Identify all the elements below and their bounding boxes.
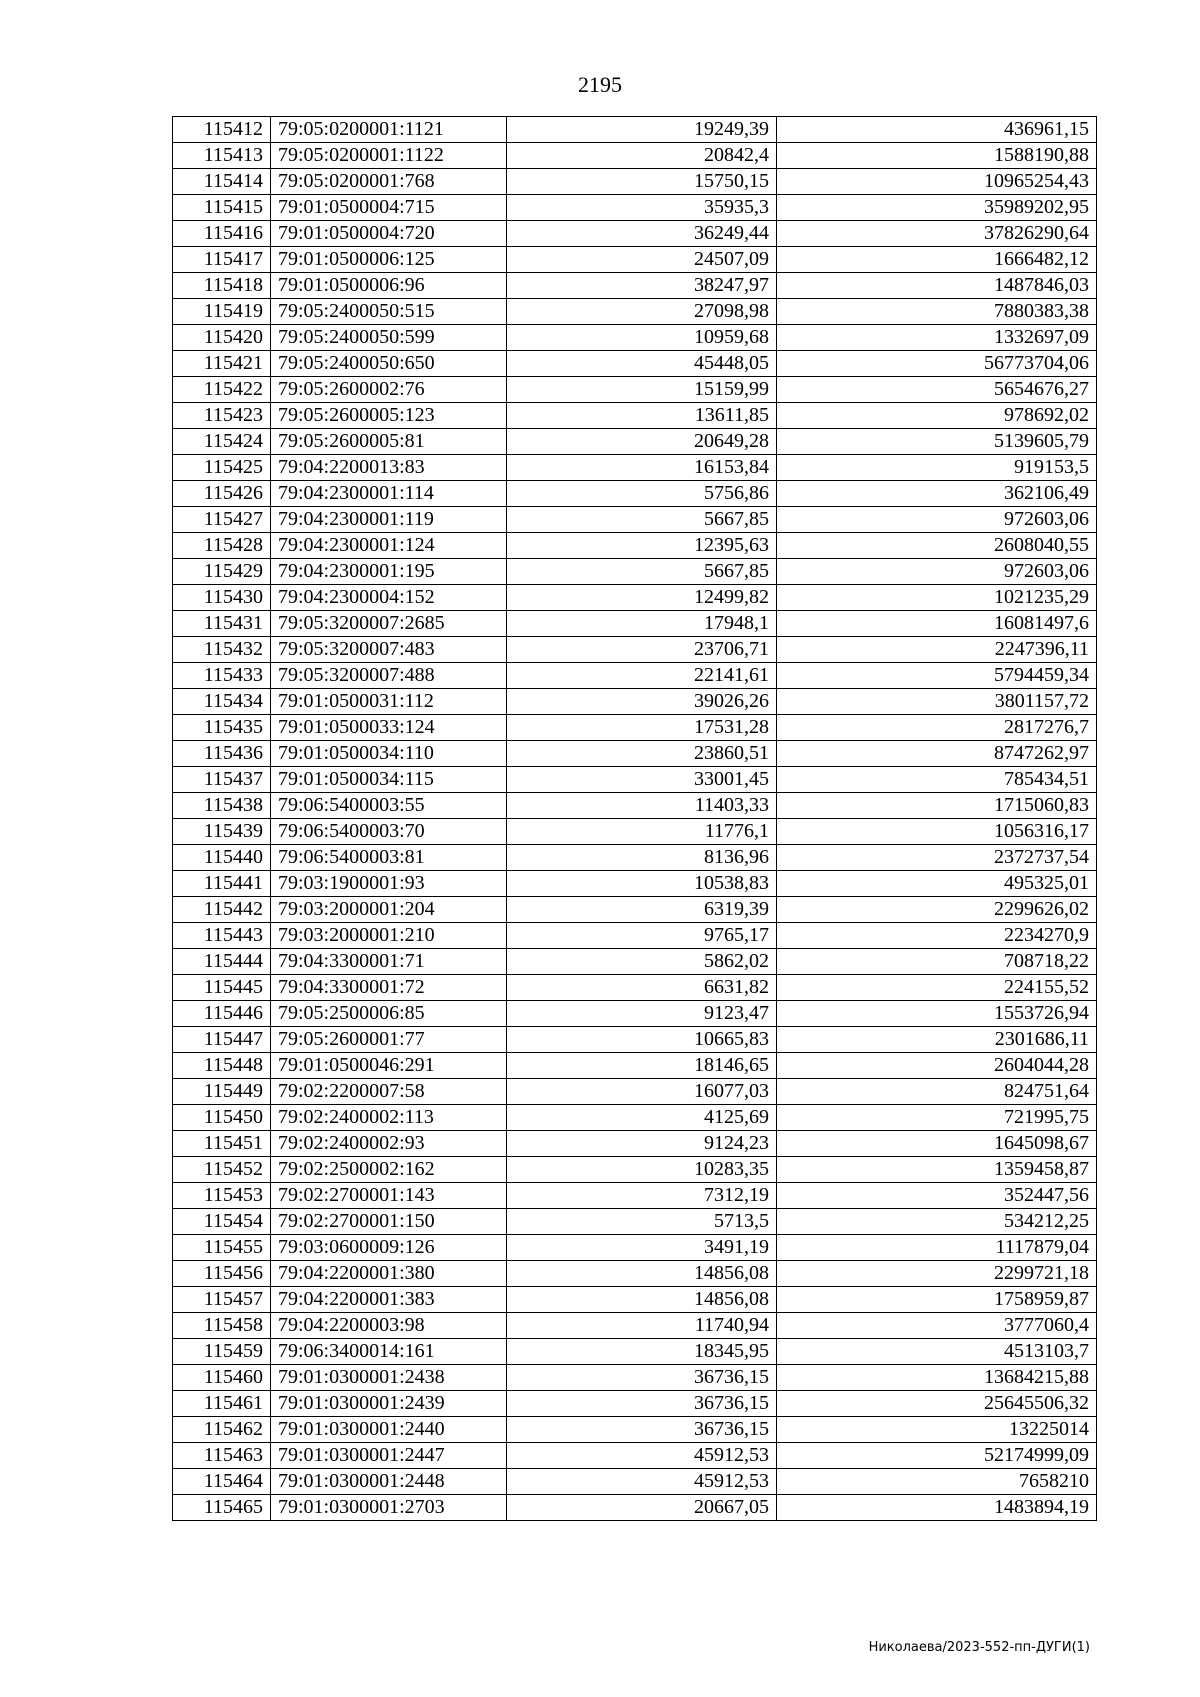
row-number-cell: 115464 [173,1469,271,1495]
table-row [173,1495,1097,1521]
cadastral-number-cell: 79:04:3300001:71 [271,949,507,975]
cadastral-value-cell: 1487846,03 [777,273,1097,299]
area-cell: 4125,69 [507,1105,777,1131]
area-cell: 6319,39 [507,897,777,923]
area-cell: 11403,33 [507,793,777,819]
cadastral-number-cell: 79:04:2200003:98 [271,1313,507,1339]
cadastral-number-cell: 79:01:0500004:720 [271,221,507,247]
cadastral-value-cell: 436961,15 [777,117,1097,143]
cadastral-number-cell: 79:01:0500031:112 [271,689,507,715]
cadastral-value-cell: 1553726,94 [777,1001,1097,1027]
table-row [173,1261,1097,1287]
row-number-cell: 115436 [173,741,271,767]
cadastral-number-cell: 79:05:2600002:76 [271,377,507,403]
table-row [173,299,1097,325]
area-cell: 45912,53 [507,1443,777,1469]
cadastral-number-cell: 79:01:0500033:124 [271,715,507,741]
area-cell: 15750,15 [507,169,777,195]
table-row [173,1443,1097,1469]
row-number-cell: 115457 [173,1287,271,1313]
area-cell: 19249,39 [507,117,777,143]
cadastral-value-cell: 13684215,88 [777,1365,1097,1391]
area-cell: 17948,1 [507,611,777,637]
cadastral-value-cell: 3777060,4 [777,1313,1097,1339]
row-number-cell: 115424 [173,429,271,455]
table-row [173,1287,1097,1313]
cadastral-number-cell: 79:03:2000001:210 [271,923,507,949]
cadastral-value-cell: 4513103,7 [777,1339,1097,1365]
cadastral-value-cell: 1021235,29 [777,585,1097,611]
cadastral-number-cell: 79:01:0500034:110 [271,741,507,767]
area-cell: 13611,85 [507,403,777,429]
row-number-cell: 115423 [173,403,271,429]
table-row [173,1365,1097,1391]
cadastral-value-cell: 785434,51 [777,767,1097,793]
table-row [173,715,1097,741]
area-cell: 10283,35 [507,1157,777,1183]
area-cell: 9124,23 [507,1131,777,1157]
cadastral-value-cell: 56773704,06 [777,351,1097,377]
area-cell: 20667,05 [507,1495,777,1521]
cadastral-value-cell: 37826290,64 [777,221,1097,247]
cadastral-value-cell: 5139605,79 [777,429,1097,455]
cadastral-value-cell: 972603,06 [777,507,1097,533]
row-number-cell: 115456 [173,1261,271,1287]
cadastral-number-cell: 79:05:2400050:599 [271,325,507,351]
row-number-cell: 115428 [173,533,271,559]
cadastral-value-cell: 5794459,34 [777,663,1097,689]
row-number-cell: 115460 [173,1365,271,1391]
table-row [173,845,1097,871]
area-cell: 5713,5 [507,1209,777,1235]
cadastral-number-cell: 79:01:0300001:2447 [271,1443,507,1469]
cadastral-value-cell: 824751,64 [777,1079,1097,1105]
area-cell: 18345,95 [507,1339,777,1365]
cadastral-number-cell: 79:01:0300001:2438 [271,1365,507,1391]
row-number-cell: 115440 [173,845,271,871]
table-row [173,585,1097,611]
row-number-cell: 115455 [173,1235,271,1261]
area-cell: 36736,15 [507,1391,777,1417]
area-cell: 8136,96 [507,845,777,871]
cadastral-number-cell: 79:06:5400003:70 [271,819,507,845]
row-number-cell: 115437 [173,767,271,793]
cadastral-value-cell: 708718,22 [777,949,1097,975]
table-row [173,403,1097,429]
table-row [173,663,1097,689]
table-row [173,897,1097,923]
table-row [173,559,1097,585]
cadastral-number-cell: 79:04:2200001:383 [271,1287,507,1313]
cadastral-value-cell: 5654676,27 [777,377,1097,403]
table-row [173,1105,1097,1131]
row-number-cell: 115446 [173,1001,271,1027]
cadastral-number-cell: 79:05:3200007:2685 [271,611,507,637]
cadastral-number-cell: 79:06:3400014:161 [271,1339,507,1365]
row-number-cell: 115448 [173,1053,271,1079]
cadastral-number-cell: 79:04:2200013:83 [271,455,507,481]
cadastral-number-cell: 79:03:2000001:204 [271,897,507,923]
cadastral-value-cell: 224155,52 [777,975,1097,1001]
row-number-cell: 115447 [173,1027,271,1053]
area-cell: 36736,15 [507,1417,777,1443]
area-cell: 3491,19 [507,1235,777,1261]
cadastral-value-cell: 35989202,95 [777,195,1097,221]
area-cell: 11740,94 [507,1313,777,1339]
cadastral-number-cell: 79:04:2300001:124 [271,533,507,559]
area-cell: 7312,19 [507,1183,777,1209]
row-number-cell: 115443 [173,923,271,949]
area-cell: 5667,85 [507,507,777,533]
cadastral-number-cell: 79:04:2300004:152 [271,585,507,611]
cadastral-value-cell: 1056316,17 [777,819,1097,845]
table-row [173,975,1097,1001]
row-number-cell: 115420 [173,325,271,351]
cadastral-value-cell: 2299626,02 [777,897,1097,923]
table-row [173,1183,1097,1209]
cadastral-number-cell: 79:05:2600001:77 [271,1027,507,1053]
cadastral-value-cell: 1758959,87 [777,1287,1097,1313]
cadastral-value-cell: 972603,06 [777,559,1097,585]
cadastral-number-cell: 79:01:0300001:2439 [271,1391,507,1417]
table-row [173,689,1097,715]
cadastral-value-cell: 1588190,88 [777,143,1097,169]
table-row [173,377,1097,403]
row-number-cell: 115421 [173,351,271,377]
table-row [173,611,1097,637]
table-row [173,169,1097,195]
cadastral-value-cell: 1645098,67 [777,1131,1097,1157]
area-cell: 27098,98 [507,299,777,325]
area-cell: 9765,17 [507,923,777,949]
table-row [173,1235,1097,1261]
row-number-cell: 115459 [173,1339,271,1365]
table-body [173,117,1097,1521]
document-reference: Николаева/2023-552-пп-ДУГИ(1) [868,1640,1090,1655]
row-number-cell: 115432 [173,637,271,663]
area-cell: 45912,53 [507,1469,777,1495]
cadastral-number-cell: 79:05:2600005:123 [271,403,507,429]
area-cell: 20842,4 [507,143,777,169]
row-number-cell: 115413 [173,143,271,169]
cadastral-number-cell: 79:05:2400050:650 [271,351,507,377]
row-number-cell: 115438 [173,793,271,819]
area-cell: 33001,45 [507,767,777,793]
area-cell: 36249,44 [507,221,777,247]
area-cell: 20649,28 [507,429,777,455]
table-row [173,1053,1097,1079]
row-number-cell: 115452 [173,1157,271,1183]
table-row [173,819,1097,845]
cadastral-value-cell: 978692,02 [777,403,1097,429]
row-number-cell: 115430 [173,585,271,611]
cadastral-number-cell: 79:01:0300001:2448 [271,1469,507,1495]
cadastral-value-cell: 1666482,12 [777,247,1097,273]
area-cell: 10665,83 [507,1027,777,1053]
cadastral-number-cell: 79:05:3200007:488 [271,663,507,689]
area-cell: 10959,68 [507,325,777,351]
cadastral-value-cell: 1359458,87 [777,1157,1097,1183]
table-row [173,273,1097,299]
table-row [173,1417,1097,1443]
cadastral-value-cell: 534212,25 [777,1209,1097,1235]
area-cell: 17531,28 [507,715,777,741]
cadastral-value-cell: 10965254,43 [777,169,1097,195]
cadastral-number-cell: 79:01:0500006:125 [271,247,507,273]
cadastral-value-cell: 2247396,11 [777,637,1097,663]
row-number-cell: 115419 [173,299,271,325]
table-row [173,143,1097,169]
table-row [173,533,1097,559]
cadastral-value-cell: 2372737,54 [777,845,1097,871]
area-cell: 23860,51 [507,741,777,767]
cadastral-number-cell: 79:04:2300001:195 [271,559,507,585]
area-cell: 10538,83 [507,871,777,897]
table-row [173,455,1097,481]
table-row [173,1157,1097,1183]
area-cell: 24507,09 [507,247,777,273]
cadastral-number-cell: 79:05:0200001:1121 [271,117,507,143]
cadastral-number-cell: 79:05:3200007:483 [271,637,507,663]
table-row [173,637,1097,663]
table-row [173,1339,1097,1365]
cadastral-number-cell: 79:06:5400003:81 [271,845,507,871]
table-row [173,117,1097,143]
table-row [173,793,1097,819]
cadastral-value-cell: 52174999,09 [777,1443,1097,1469]
row-number-cell: 115412 [173,117,271,143]
area-cell: 18146,65 [507,1053,777,1079]
row-number-cell: 115449 [173,1079,271,1105]
row-number-cell: 115458 [173,1313,271,1339]
cadastral-number-cell: 79:01:0500046:291 [271,1053,507,1079]
area-cell: 14856,08 [507,1287,777,1313]
area-cell: 15159,99 [507,377,777,403]
cadastral-number-cell: 79:04:2300001:119 [271,507,507,533]
table-row [173,1131,1097,1157]
cadastral-number-cell: 79:02:2400002:113 [271,1105,507,1131]
cadastral-value-cell: 7880383,38 [777,299,1097,325]
cadastral-number-cell: 79:05:0200001:768 [271,169,507,195]
cadastral-value-cell: 1117879,04 [777,1235,1097,1261]
area-cell: 23706,71 [507,637,777,663]
row-number-cell: 115416 [173,221,271,247]
row-number-cell: 115442 [173,897,271,923]
cadastral-number-cell: 79:02:2400002:93 [271,1131,507,1157]
area-cell: 14856,08 [507,1261,777,1287]
cadastral-value-cell: 2299721,18 [777,1261,1097,1287]
area-cell: 16153,84 [507,455,777,481]
row-number-cell: 115439 [173,819,271,845]
row-number-cell: 115463 [173,1443,271,1469]
cadastral-value-cell: 16081497,6 [777,611,1097,637]
cadastral-value-cell: 25645506,32 [777,1391,1097,1417]
table-row [173,1079,1097,1105]
area-cell: 22141,61 [507,663,777,689]
area-cell: 36736,15 [507,1365,777,1391]
page-number: 2195 [578,72,622,97]
cadastral-number-cell: 79:01:0500034:115 [271,767,507,793]
table-row [173,1313,1097,1339]
area-cell: 9123,47 [507,1001,777,1027]
row-number-cell: 115444 [173,949,271,975]
cadastral-value-cell: 13225014 [777,1417,1097,1443]
table-row [173,247,1097,273]
cadastral-number-cell: 79:04:3300001:72 [271,975,507,1001]
row-number-cell: 115427 [173,507,271,533]
row-number-cell: 115441 [173,871,271,897]
area-cell: 35935,3 [507,195,777,221]
cadastral-number-cell: 79:01:0300001:2703 [271,1495,507,1521]
cadastral-value-cell: 352447,56 [777,1183,1097,1209]
cadastral-number-cell: 79:04:2200001:380 [271,1261,507,1287]
cadastral-number-cell: 79:04:2300001:114 [271,481,507,507]
area-cell: 12395,63 [507,533,777,559]
cadastral-value-cell: 2608040,55 [777,533,1097,559]
row-number-cell: 115462 [173,1417,271,1443]
row-number-cell: 115451 [173,1131,271,1157]
cadastral-value-cell: 495325,01 [777,871,1097,897]
row-number-cell: 115418 [173,273,271,299]
cadastral-number-cell: 79:05:2400050:515 [271,299,507,325]
table-row [173,1209,1097,1235]
row-number-cell: 115434 [173,689,271,715]
cadastral-value-cell: 919153,5 [777,455,1097,481]
cadastral-number-cell: 79:05:0200001:1122 [271,143,507,169]
area-cell: 38247,97 [507,273,777,299]
row-number-cell: 115414 [173,169,271,195]
cadastral-value-cell: 1332697,09 [777,325,1097,351]
cadastral-value-cell: 1483894,19 [777,1495,1097,1521]
table-row [173,1391,1097,1417]
cadastral-value-cell: 2234270,9 [777,923,1097,949]
row-number-cell: 115429 [173,559,271,585]
row-number-cell: 115445 [173,975,271,1001]
area-cell: 45448,05 [507,351,777,377]
area-cell: 5667,85 [507,559,777,585]
cadastral-value-cell: 3801157,72 [777,689,1097,715]
cadastral-value-cell: 1715060,83 [777,793,1097,819]
area-cell: 6631,82 [507,975,777,1001]
table-row [173,507,1097,533]
cadastral-number-cell: 79:02:2200007:58 [271,1079,507,1105]
row-number-cell: 115417 [173,247,271,273]
area-cell: 12499,82 [507,585,777,611]
table-row [173,923,1097,949]
cadastral-value-cell: 721995,75 [777,1105,1097,1131]
row-number-cell: 115435 [173,715,271,741]
table-row [173,221,1097,247]
cadastral-number-cell: 79:02:2500002:162 [271,1157,507,1183]
table-row [173,195,1097,221]
cadastral-number-cell: 79:01:0500006:96 [271,273,507,299]
table-row [173,871,1097,897]
area-cell: 39026,26 [507,689,777,715]
table-row [173,949,1097,975]
cadastral-number-cell: 79:02:2700001:150 [271,1209,507,1235]
area-cell: 11776,1 [507,819,777,845]
row-number-cell: 115453 [173,1183,271,1209]
row-number-cell: 115433 [173,663,271,689]
row-number-cell: 115454 [173,1209,271,1235]
cadastral-number-cell: 79:03:1900001:93 [271,871,507,897]
cadastral-value-cell: 8747262,97 [777,741,1097,767]
area-cell: 5756,86 [507,481,777,507]
cadastral-value-cell: 7658210 [777,1469,1097,1495]
row-number-cell: 115425 [173,455,271,481]
table-row [173,1469,1097,1495]
cadastral-value-cell: 2301686,11 [777,1027,1097,1053]
cadastral-number-cell: 79:01:0500004:715 [271,195,507,221]
row-number-cell: 115461 [173,1391,271,1417]
table-row [173,429,1097,455]
cadastral-number-cell: 79:05:2500006:85 [271,1001,507,1027]
cadastral-number-cell: 79:06:5400003:55 [271,793,507,819]
cadastral-value-cell: 362106,49 [777,481,1097,507]
table-row [173,1001,1097,1027]
row-number-cell: 115426 [173,481,271,507]
cadastral-number-cell: 79:01:0300001:2440 [271,1417,507,1443]
table-row [173,325,1097,351]
table-row [173,351,1097,377]
row-number-cell: 115415 [173,195,271,221]
cadastral-number-cell: 79:05:2600005:81 [271,429,507,455]
row-number-cell: 115431 [173,611,271,637]
table-row [173,767,1097,793]
cadastral-number-cell: 79:02:2700001:143 [271,1183,507,1209]
cadastral-number-cell: 79:03:0600009:126 [271,1235,507,1261]
row-number-cell: 115465 [173,1495,271,1521]
area-cell: 5862,02 [507,949,777,975]
cadastral-value-cell: 2604044,28 [777,1053,1097,1079]
row-number-cell: 115422 [173,377,271,403]
table-row [173,741,1097,767]
cadastral-value-table [172,116,1097,1521]
table-row [173,1027,1097,1053]
area-cell: 16077,03 [507,1079,777,1105]
cadastral-value-cell: 2817276,7 [777,715,1097,741]
table-row [173,481,1097,507]
row-number-cell: 115450 [173,1105,271,1131]
